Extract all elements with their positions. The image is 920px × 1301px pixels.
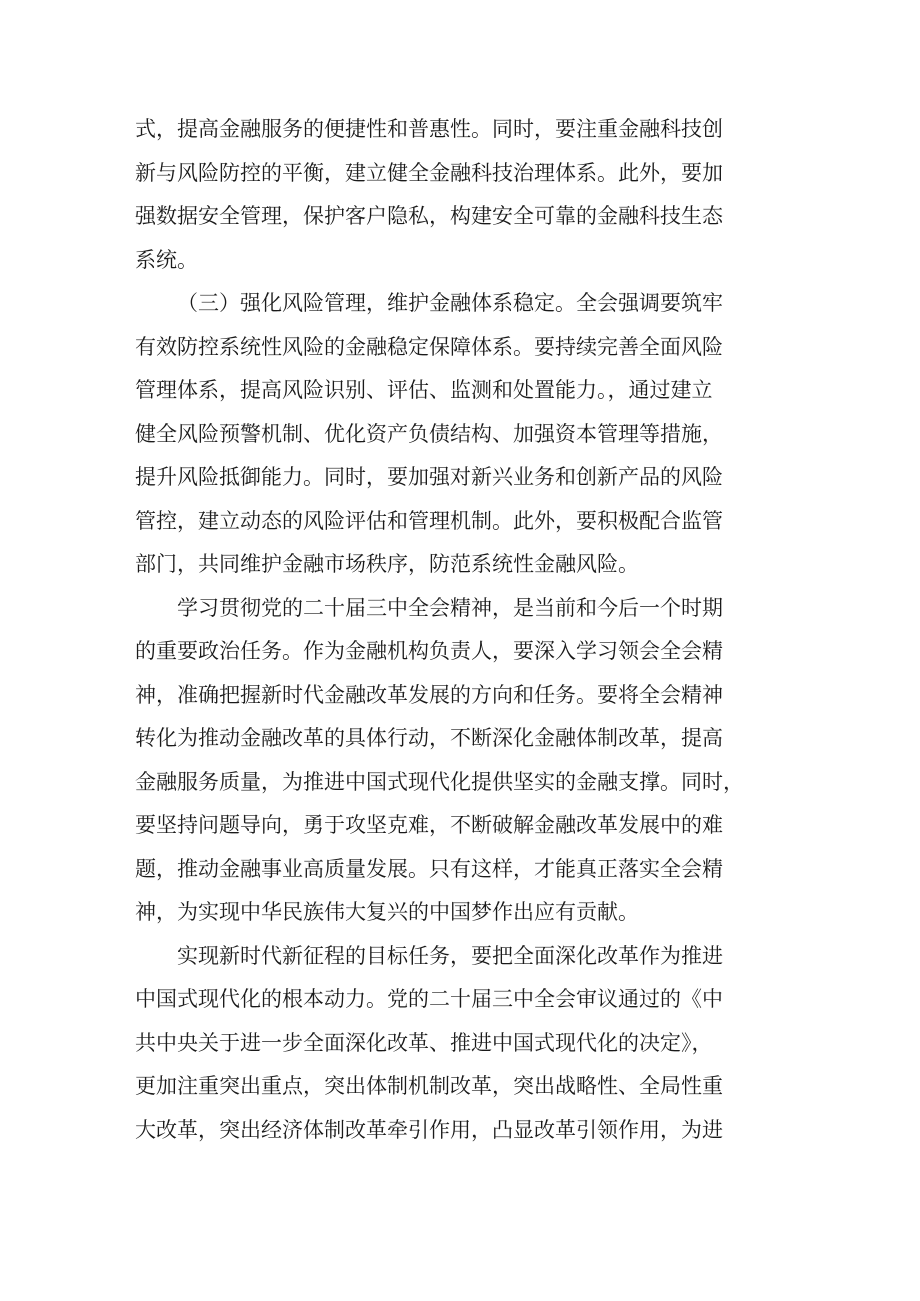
text-line: 强数据安全管理，保护客户隐私，构建安全可靠的金融科技生态 (135, 204, 723, 228)
text-line: 题，推动金融事业高质量发展。只有这样，才能真正落实全会精 (135, 856, 723, 881)
text-line: 系统。 (135, 247, 198, 272)
text-line: 管理体系，提高风险识别、评估、监测和处置能力。，通过建立 (135, 378, 713, 402)
text-line: 提升风险抵御能力。同时，要加强对新兴业务和创新产品的风险 (135, 465, 723, 489)
text-line: 部门，共同维护金融市场秩序，防范系统性金融风险。 (135, 552, 639, 576)
text-line: 有效防控系统性风险的金融稳定保障体系。要持续完善全面风险 (135, 334, 723, 359)
text-line: 神，为实现中华民族伟大复兴的中国梦作出应有贡献。 (135, 900, 639, 924)
paragraph (135, 587, 790, 935)
document-body (135, 108, 790, 1152)
text-line: 中国式现代化的根本动力。党的二十届三中全会审议通过的《中 (135, 987, 723, 1011)
text-line: 神，准确把握新时代金融改革发展的方向和任务。要将全会精神 (135, 682, 723, 707)
text-line: 要坚持问题导向，勇于攻坚克难，不断破解金融改革发展中的难 (135, 813, 723, 837)
text-line: 共中央关于进一步全面深化改革、推进中国式现代化的决定》， (135, 1030, 713, 1055)
text-line: 新与风险防控的平衡，建立健全金融科技治理体系。此外，要加 (135, 160, 723, 185)
text-line: （三）强化风险管理，维护金融体系稳定。全会强调要筑牢 (177, 291, 723, 315)
text-line: 金融服务质量，为推进中国式现代化提供坚实的金融支撑。同时， (135, 769, 744, 794)
paragraph (135, 935, 790, 1153)
text-line: 管控，建立动态的风险评估和管理机制。此外，要积极配合监管 (135, 508, 723, 533)
text-line: 健全风险预警机制、优化资产负债结构、加强资本管理等措施， (135, 421, 723, 446)
paragraph (135, 282, 790, 587)
text-line: 实现新时代新征程的目标任务，要把全面深化改革作为推进 (177, 943, 723, 968)
text-line: 转化为推动金融改革的具体行动，不断深化金融体制改革，提高 (135, 726, 723, 750)
text-line: 学习贯彻党的二十届三中全会精神，是当前和今后一个时期 (177, 595, 723, 620)
text-line: 式，提高金融服务的便捷性和普惠性。同时，要注重金融科技创 (135, 117, 723, 141)
paragraph (135, 108, 790, 282)
text-line: 的重要政治任务。作为金融机构负责人，要深入学习领会全会精 (135, 639, 723, 663)
text-line: 更加注重突出重点，突出体制机制改革，突出战略性、全局性重 (135, 1074, 723, 1098)
text-line: 大改革，突出经济体制改革牵引作用，凸显改革引领作用，为进 (135, 1117, 723, 1142)
